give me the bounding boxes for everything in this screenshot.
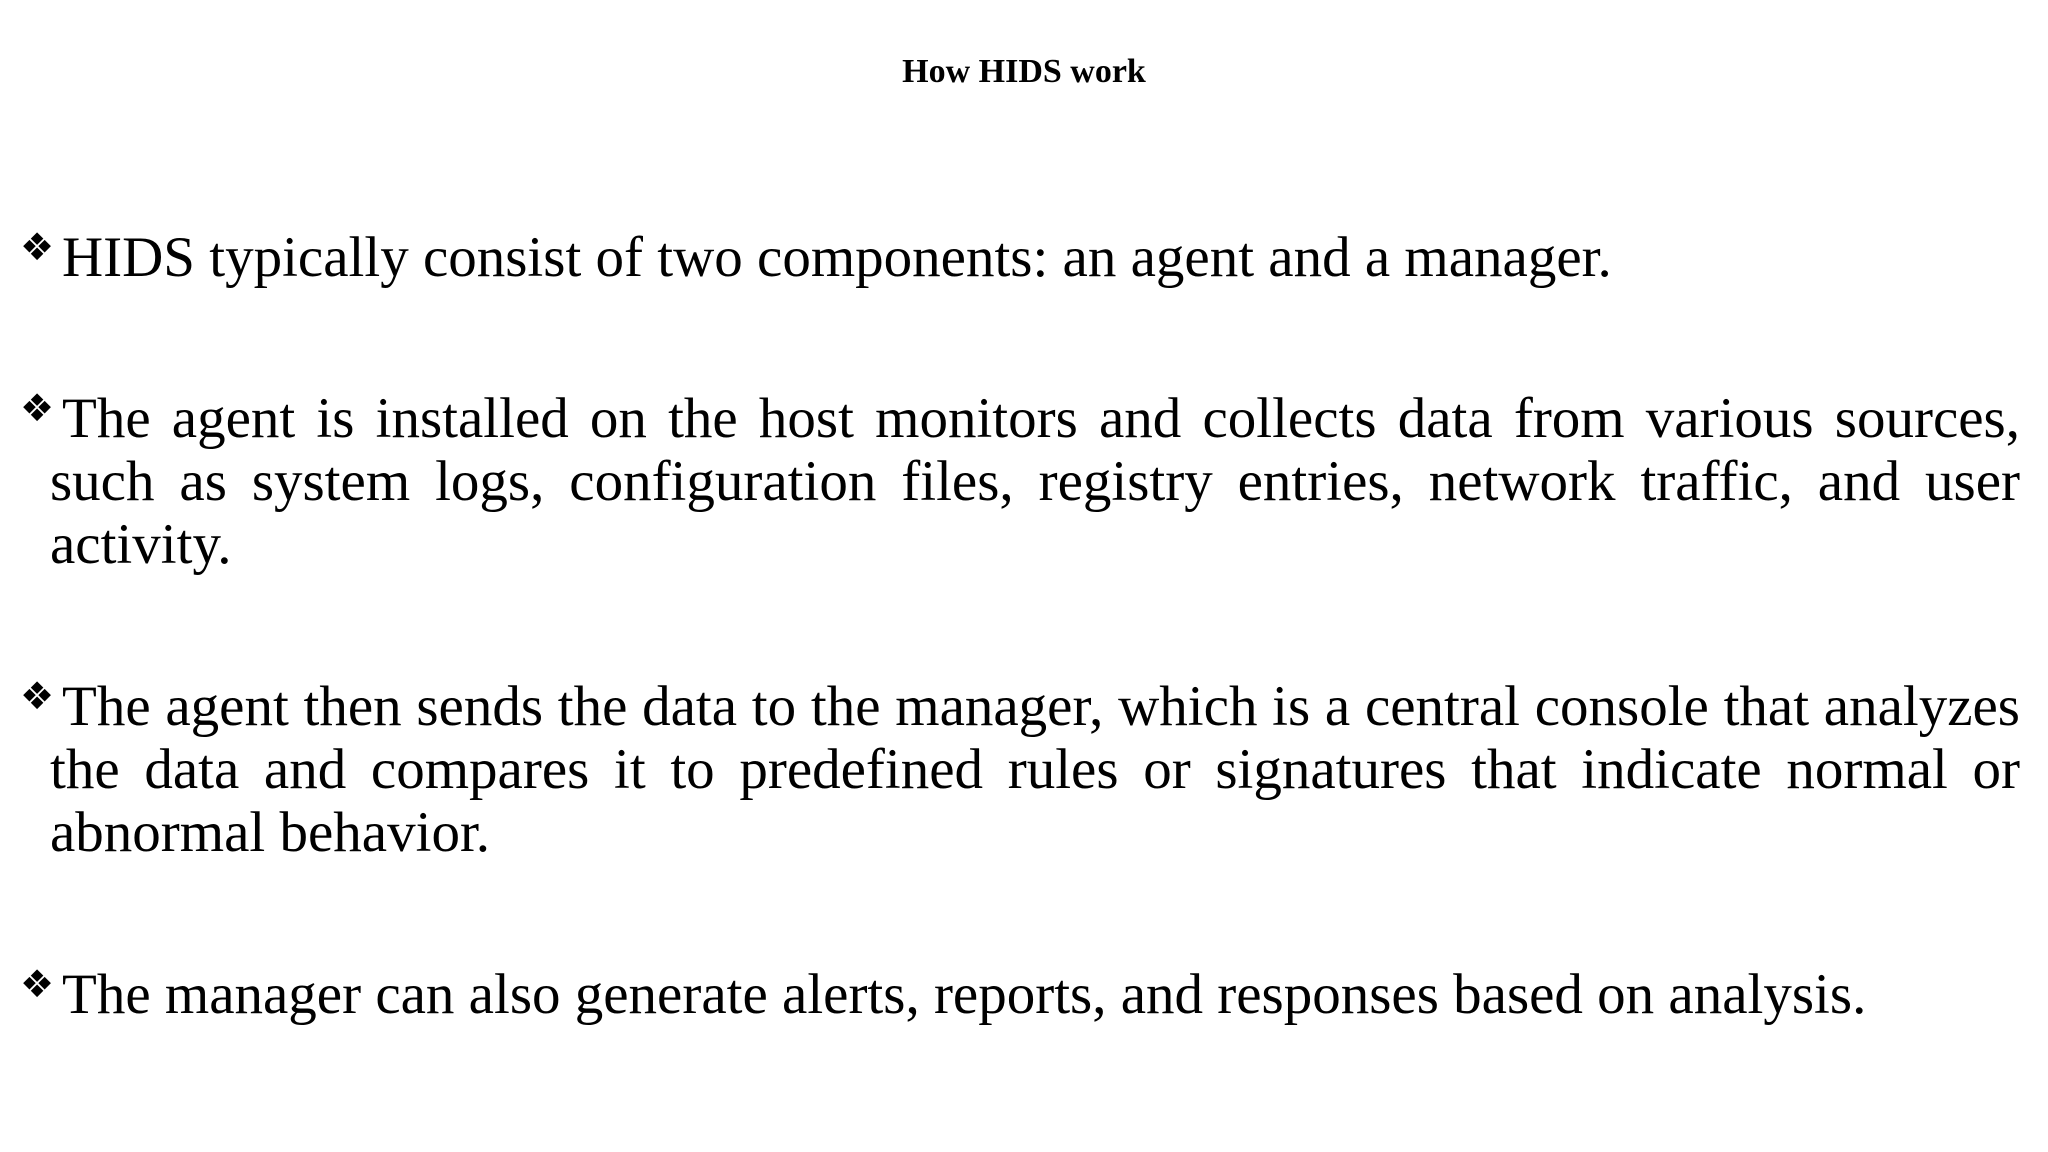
diamond-bullet-icon: ❖ <box>20 386 55 430</box>
diamond-bullet-icon: ❖ <box>20 674 55 718</box>
bullet-text: The agent is installed on the host monitors and collects data from various sources, such as system logs, configuration files, registry entries, network traffic, and user activity. <box>50 387 2020 576</box>
bullet-text: The agent then sends the data to the manager, which is a central console that analyzes the data and compares it to predefined rules or signatures that indicate normal or abnormal behavior. <box>50 675 2020 864</box>
bullet-item <box>20 675 2020 864</box>
bullet-item <box>20 226 2020 289</box>
slide-title: How HIDS work <box>902 53 1146 90</box>
diamond-bullet-icon: ❖ <box>20 962 55 1006</box>
bullet-text: HIDS typically consist of two components: an agent and a manager. <box>62 226 1612 289</box>
bullet-item <box>20 387 2020 576</box>
bullet-item <box>20 963 2020 1026</box>
bullet-text: The manager can also generate alerts, reports, and responses based on analysis. <box>62 963 1867 1026</box>
diamond-bullet-icon: ❖ <box>20 225 55 269</box>
